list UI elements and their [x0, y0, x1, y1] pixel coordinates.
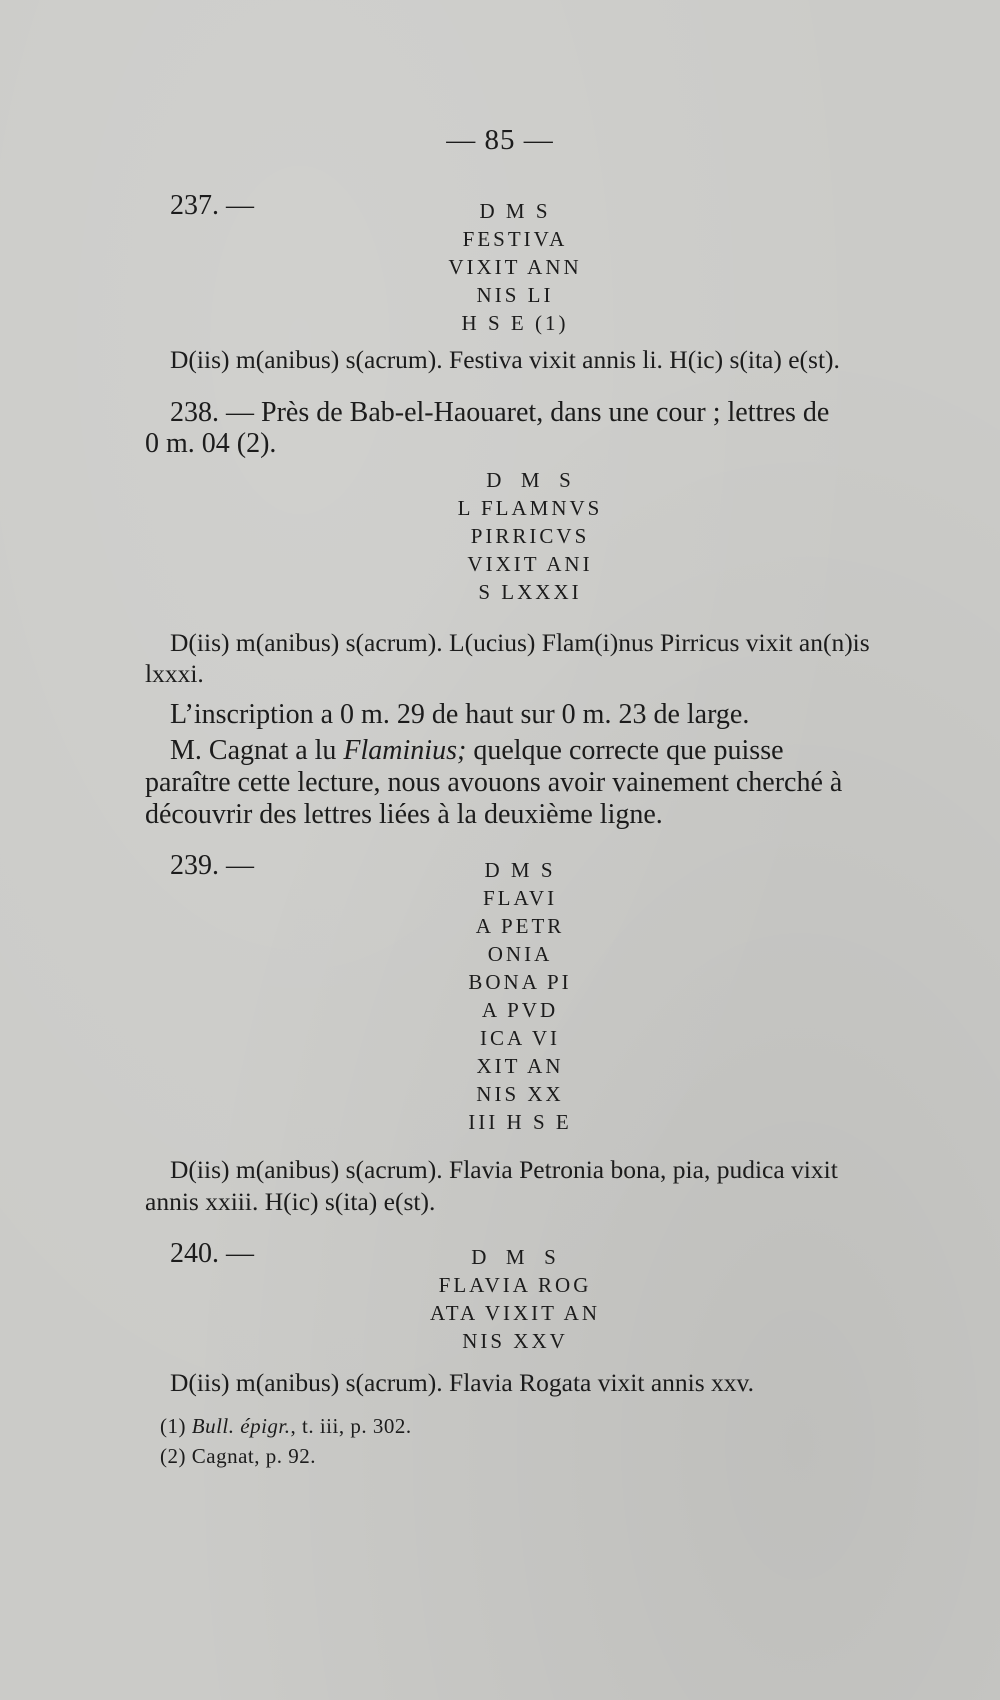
- inscription-dimensions: L’inscription a 0 m. 29 de haut sur 0 m. 23 de large.: [170, 699, 750, 730]
- entry-number-237: 237. —: [170, 190, 254, 221]
- inscription-line: VIXIT ANN: [448, 255, 582, 279]
- footnote-source-title: Bull. épigr.: [191, 1414, 291, 1438]
- inscription-line: A PETR: [475, 914, 565, 938]
- footnote-marker: (2): [160, 1444, 186, 1468]
- inscription-line: III H S E: [468, 1110, 572, 1134]
- footnote-marker: (1): [160, 1414, 186, 1438]
- reading-238: D(iis) m(anibus) s(acrum). L(ucius) Flam(i)nus Pirricus vixit an(n)is: [170, 628, 870, 657]
- inscription-line: FLAVI: [482, 886, 558, 910]
- inscription-line: VIXIT ANI: [467, 552, 593, 576]
- footnote-2: [160, 1443, 316, 1470]
- entry-238-intro-continued: 0 m. 04 (2).: [145, 428, 277, 459]
- footnote-text: , t. iii, p. 302.: [290, 1414, 412, 1438]
- inscription-line: ICA VI: [479, 1026, 561, 1050]
- commentary-line-2: paraître cette lecture, nous avouons avoir vainement cherché à: [145, 767, 843, 798]
- footnote-1: [160, 1413, 412, 1440]
- inscription-line: XIT AN: [476, 1054, 564, 1078]
- commentary-line-1: [170, 735, 784, 767]
- inscription-line: NIS XXV: [462, 1329, 568, 1353]
- inscription-line: BONA PI: [468, 970, 572, 994]
- inscription-238: [430, 466, 630, 606]
- entry-number-238: 238. —: [170, 397, 254, 428]
- inscription-line: NIS LI: [476, 283, 554, 307]
- inscription-line: NIS XX: [476, 1082, 564, 1106]
- commentary-italic-reading: Flaminius;: [343, 735, 467, 766]
- inscription-line: A PVD: [481, 998, 559, 1022]
- commentary-text: M. Cagnat a lu: [170, 735, 344, 766]
- inscription-line: FLAVIA ROG: [438, 1273, 592, 1297]
- reading-237: D(iis) m(anibus) s(acrum). Festiva vixit annis li. H(ic) s(ita) e(st).: [170, 345, 840, 374]
- inscription-line: ATA VIXIT AN: [429, 1301, 601, 1325]
- reading-239-continued: annis xxiii. H(ic) s(ita) e(st).: [145, 1187, 436, 1216]
- inscription-line: L FLAMNVS: [457, 496, 603, 520]
- inscription-line: D M S: [471, 1245, 559, 1269]
- entry-number-240: 240. —: [170, 1238, 254, 1269]
- reading-238-continued: lxxxi.: [145, 659, 204, 688]
- inscription-line: D M S: [479, 199, 551, 223]
- inscription-line: S LXXXI: [478, 580, 582, 604]
- entry-number-239: 239. —: [170, 850, 254, 881]
- page-number: — 85 —: [446, 124, 554, 156]
- reading-240: D(iis) m(anibus) s(acrum). Flavia Rogata vixit annis xxv.: [170, 1368, 755, 1397]
- inscription-240: [415, 1243, 615, 1355]
- inscription-line: D M S: [484, 858, 556, 882]
- reading-239: D(iis) m(anibus) s(acrum). Flavia Petronia bona, pia, pudica vixit: [170, 1155, 838, 1184]
- inscription-239: [445, 856, 595, 1136]
- inscription-line: H S E (1): [461, 311, 569, 335]
- inscription-line: ONIA: [487, 942, 553, 966]
- inscription-line: D M S: [486, 468, 574, 492]
- inscription-237: [400, 197, 630, 337]
- entry-238-intro-text: Près de Bab-el-Haouaret, dans une cour ; lettres de: [261, 397, 830, 428]
- footnote-text: Cagnat, p. 92.: [191, 1444, 316, 1468]
- entry-238-intro: [170, 397, 829, 429]
- commentary-text: quelque correcte que puisse: [466, 735, 784, 766]
- commentary-line-3: découvrir des lettres liées à la deuxième ligne.: [145, 799, 663, 830]
- inscription-line: PIRRICVS: [470, 524, 590, 548]
- inscription-line: FESTIVA: [462, 227, 568, 251]
